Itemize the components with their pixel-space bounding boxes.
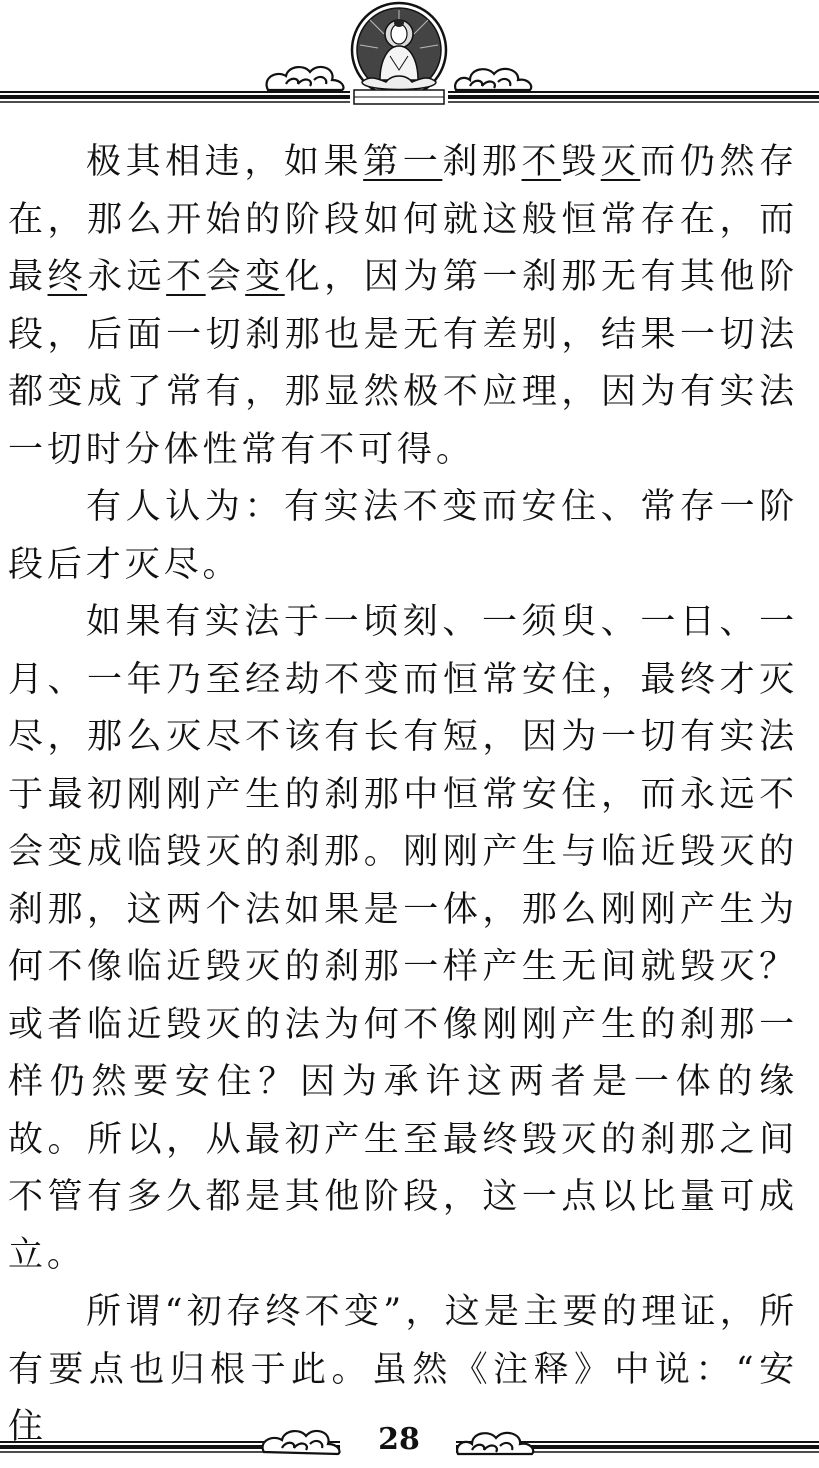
body-text bbox=[8, 134, 798, 1457]
paragraph bbox=[8, 479, 798, 594]
underlined-text: 不 bbox=[521, 142, 562, 182]
text-segment: 毁 bbox=[561, 142, 601, 182]
paragraph bbox=[8, 594, 798, 1284]
text-segment: 会 bbox=[205, 257, 246, 297]
buddha-figure-icon bbox=[352, 3, 446, 104]
underlined-text: 变 bbox=[245, 257, 285, 297]
text-segment: 极其相违，如果 bbox=[86, 142, 364, 182]
underlined-text: 第一 bbox=[363, 142, 443, 182]
cloud-scroll-icon bbox=[267, 67, 344, 90]
cloud-scroll-icon bbox=[455, 69, 531, 90]
underlined-text: 终 bbox=[47, 257, 88, 297]
text-segment: 有人认为：有实法不变而安住、常存一阶段后才灭尽。 bbox=[8, 487, 798, 585]
text-segment: 刹那 bbox=[442, 142, 522, 182]
text-segment: 永远 bbox=[87, 257, 167, 297]
page-number: 28 bbox=[378, 1422, 420, 1457]
text-segment: 而仍然存在，那么开始的阶段如何就这般恒常存在，而最 bbox=[8, 142, 798, 297]
paragraph bbox=[8, 134, 798, 479]
page-header bbox=[0, 0, 819, 112]
text-segment: 化，因为第一刹那无有其他阶段，后面一切刹那也是无有差别，结果一切法都变成了常有，那显然极不应理，因为有实法一切时分体性常有不可得。 bbox=[8, 257, 798, 470]
underlined-text: 不 bbox=[166, 257, 206, 297]
page-footer bbox=[0, 1408, 819, 1468]
cloud-scroll-icon bbox=[263, 1431, 340, 1454]
cloud-scroll-icon bbox=[457, 1433, 533, 1454]
header-ornament bbox=[0, 0, 819, 112]
text-segment: 如果有实法于一顷刻、一须臾、一日、一月、一年乃至经劫不变而恒常安住，最终才灭尽，那么灭尽不该有长有短，因为一切有实法于最初刚刚产生的刹那中恒常安住，而永远不会变成临毁灭的刹那。刚刚产生与临近毁灭的刹那，这两个法如果是一体，那么刚刚产生为何不像临近毁灭的刹那一样产生无间就毁灭？或者临近毁灭的法为何不像刚刚产生的刹那一样仍然要安住？因为承许这两者是一体的缘故。所以，从最初产生至最终毁灭的刹那之间不管有多久都是其他阶段，这一点以比量可成立。 bbox=[8, 602, 798, 1275]
underlined-text: 灭 bbox=[600, 142, 641, 182]
text-segment: 所谓“初存终不变”，这是主要的理证，所有要点也归根于此。虽然《注释》中说：“安住 bbox=[8, 1292, 798, 1447]
